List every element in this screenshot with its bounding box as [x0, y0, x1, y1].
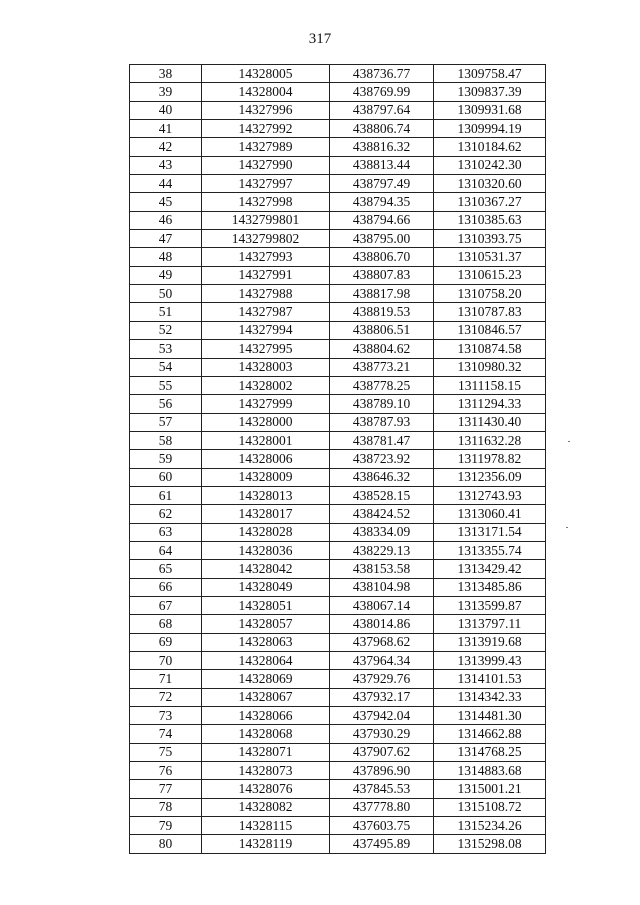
cell-point-id: 14328028: [202, 523, 330, 541]
table-row: [130, 340, 546, 358]
cell-x-coordinate: 437845.53: [330, 780, 434, 798]
cell-point-id: 14327990: [202, 156, 330, 174]
cell-y-coordinate: 1313485.86: [434, 578, 546, 596]
cell-y-coordinate: 1314342.33: [434, 688, 546, 706]
cell-point-id: 14327988: [202, 285, 330, 303]
cell-point-id: 14328071: [202, 743, 330, 761]
cell-y-coordinate: 1310393.75: [434, 230, 546, 248]
cell-x-coordinate: 438646.32: [330, 468, 434, 486]
cell-x-coordinate: 438104.98: [330, 578, 434, 596]
cell-point-id: 14327998: [202, 193, 330, 211]
cell-index: 70: [130, 652, 202, 670]
cell-point-id: 14328000: [202, 413, 330, 431]
cell-x-coordinate: 438787.93: [330, 413, 434, 431]
cell-x-coordinate: 438769.99: [330, 83, 434, 101]
cell-x-coordinate: 437929.76: [330, 670, 434, 688]
cell-index: 44: [130, 175, 202, 193]
table-row: [130, 725, 546, 743]
table-row: [130, 486, 546, 504]
cell-y-coordinate: 1313060.41: [434, 505, 546, 523]
cell-index: 51: [130, 303, 202, 321]
table-row: [130, 395, 546, 413]
cell-x-coordinate: 438781.47: [330, 431, 434, 449]
cell-y-coordinate: 1314662.88: [434, 725, 546, 743]
cell-y-coordinate: 1314768.25: [434, 743, 546, 761]
cell-point-id: 14328073: [202, 762, 330, 780]
cell-point-id: 14328115: [202, 817, 330, 835]
table-row: [130, 743, 546, 761]
cell-point-id: 14328063: [202, 633, 330, 651]
cell-index: 52: [130, 321, 202, 339]
cell-y-coordinate: 1311632.28: [434, 431, 546, 449]
table-row: [130, 248, 546, 266]
cell-point-id: 14327997: [202, 175, 330, 193]
table-row: [130, 156, 546, 174]
cell-point-id: 14328069: [202, 670, 330, 688]
cell-point-id: 14328006: [202, 450, 330, 468]
cell-point-id: 14327993: [202, 248, 330, 266]
cell-point-id: 1432799801: [202, 211, 330, 229]
cell-x-coordinate: 438773.21: [330, 358, 434, 376]
cell-x-coordinate: 438797.64: [330, 101, 434, 119]
cell-y-coordinate: 1310367.27: [434, 193, 546, 211]
cell-y-coordinate: 1315108.72: [434, 798, 546, 816]
cell-y-coordinate: 1313999.43: [434, 652, 546, 670]
cell-x-coordinate: 437968.62: [330, 633, 434, 651]
cell-y-coordinate: 1310385.63: [434, 211, 546, 229]
table-row: [130, 321, 546, 339]
cell-y-coordinate: 1313599.87: [434, 596, 546, 614]
cell-index: 54: [130, 358, 202, 376]
table-row: [130, 431, 546, 449]
cell-index: 47: [130, 230, 202, 248]
cell-index: 71: [130, 670, 202, 688]
cell-point-id: 14328004: [202, 83, 330, 101]
cell-point-id: 14328017: [202, 505, 330, 523]
table-row: [130, 560, 546, 578]
cell-index: 58: [130, 431, 202, 449]
table-row: [130, 688, 546, 706]
cell-y-coordinate: 1315001.21: [434, 780, 546, 798]
cell-x-coordinate: 438778.25: [330, 376, 434, 394]
cell-x-coordinate: 438806.74: [330, 120, 434, 138]
cell-index: 50: [130, 285, 202, 303]
cell-point-id: 14328051: [202, 596, 330, 614]
cell-index: 63: [130, 523, 202, 541]
cell-point-id: 14328066: [202, 707, 330, 725]
cell-index: 59: [130, 450, 202, 468]
cell-point-id: 14328003: [202, 358, 330, 376]
table-row: [130, 120, 546, 138]
table-row: [130, 780, 546, 798]
table-row: [130, 266, 546, 284]
cell-x-coordinate: 438794.35: [330, 193, 434, 211]
table-row: [130, 65, 546, 83]
cell-index: 40: [130, 101, 202, 119]
cell-x-coordinate: 438789.10: [330, 395, 434, 413]
cell-x-coordinate: 437896.90: [330, 762, 434, 780]
cell-x-coordinate: 437603.75: [330, 817, 434, 835]
cell-y-coordinate: 1311430.40: [434, 413, 546, 431]
table-row: [130, 413, 546, 431]
cell-x-coordinate: 437932.17: [330, 688, 434, 706]
scan-speck: [568, 441, 570, 442]
cell-y-coordinate: 1310980.32: [434, 358, 546, 376]
cell-x-coordinate: 438817.98: [330, 285, 434, 303]
cell-y-coordinate: 1309931.68: [434, 101, 546, 119]
table-row: [130, 303, 546, 321]
page-number: 317: [308, 31, 332, 47]
table-row: [130, 285, 546, 303]
table-row: [130, 83, 546, 101]
cell-point-id: 14327987: [202, 303, 330, 321]
cell-y-coordinate: 1310787.83: [434, 303, 546, 321]
table-row: [130, 523, 546, 541]
cell-x-coordinate: 438528.15: [330, 486, 434, 504]
cell-y-coordinate: 1309994.19: [434, 120, 546, 138]
cell-point-id: 14327992: [202, 120, 330, 138]
table-row: [130, 211, 546, 229]
cell-y-coordinate: 1313429.42: [434, 560, 546, 578]
cell-point-id: 14328068: [202, 725, 330, 743]
cell-index: 79: [130, 817, 202, 835]
scan-speck: [566, 527, 568, 528]
cell-y-coordinate: 1310184.62: [434, 138, 546, 156]
cell-y-coordinate: 1310242.30: [434, 156, 546, 174]
cell-y-coordinate: 1315298.08: [434, 835, 546, 853]
cell-point-id: 14327999: [202, 395, 330, 413]
cell-y-coordinate: 1314101.53: [434, 670, 546, 688]
cell-index: 56: [130, 395, 202, 413]
cell-index: 45: [130, 193, 202, 211]
cell-x-coordinate: 438153.58: [330, 560, 434, 578]
cell-index: 76: [130, 762, 202, 780]
table-row: [130, 376, 546, 394]
cell-y-coordinate: 1310758.20: [434, 285, 546, 303]
cell-y-coordinate: 1311978.82: [434, 450, 546, 468]
cell-index: 60: [130, 468, 202, 486]
cell-y-coordinate: 1311158.15: [434, 376, 546, 394]
cell-x-coordinate: 438723.92: [330, 450, 434, 468]
coordinate-table-wrapper: [129, 64, 546, 854]
cell-index: 77: [130, 780, 202, 798]
table-row: [130, 596, 546, 614]
cell-x-coordinate: 438014.86: [330, 615, 434, 633]
cell-y-coordinate: 1310615.23: [434, 266, 546, 284]
cell-y-coordinate: 1309758.47: [434, 65, 546, 83]
table-row: [130, 358, 546, 376]
cell-index: 49: [130, 266, 202, 284]
table-row: [130, 707, 546, 725]
table-row: [130, 670, 546, 688]
cell-index: 75: [130, 743, 202, 761]
cell-x-coordinate: 438807.83: [330, 266, 434, 284]
cell-index: 69: [130, 633, 202, 651]
cell-point-id: 14328013: [202, 486, 330, 504]
cell-point-id: 14328049: [202, 578, 330, 596]
cell-point-id: 14327989: [202, 138, 330, 156]
cell-y-coordinate: 1310846.57: [434, 321, 546, 339]
cell-y-coordinate: 1313797.11: [434, 615, 546, 633]
table-row: [130, 505, 546, 523]
cell-y-coordinate: 1312743.93: [434, 486, 546, 504]
table-row: [130, 175, 546, 193]
cell-x-coordinate: 438813.44: [330, 156, 434, 174]
cell-y-coordinate: 1310874.58: [434, 340, 546, 358]
cell-y-coordinate: 1313919.68: [434, 633, 546, 651]
cell-index: 66: [130, 578, 202, 596]
cell-x-coordinate: 438806.51: [330, 321, 434, 339]
cell-point-id: 14327991: [202, 266, 330, 284]
cell-index: 38: [130, 65, 202, 83]
cell-point-id: 14328002: [202, 376, 330, 394]
cell-index: 80: [130, 835, 202, 853]
cell-y-coordinate: 1310531.37: [434, 248, 546, 266]
cell-index: 57: [130, 413, 202, 431]
cell-x-coordinate: 437964.34: [330, 652, 434, 670]
cell-index: 74: [130, 725, 202, 743]
cell-index: 41: [130, 120, 202, 138]
cell-index: 73: [130, 707, 202, 725]
cell-point-id: 14328064: [202, 652, 330, 670]
cell-point-id: 14328119: [202, 835, 330, 853]
cell-x-coordinate: 438797.49: [330, 175, 434, 193]
table-row: [130, 468, 546, 486]
cell-point-id: 14327995: [202, 340, 330, 358]
cell-x-coordinate: 437778.80: [330, 798, 434, 816]
cell-point-id: 14328001: [202, 431, 330, 449]
cell-point-id: 14328042: [202, 560, 330, 578]
cell-point-id: 14327996: [202, 101, 330, 119]
cell-index: 64: [130, 541, 202, 559]
cell-index: 42: [130, 138, 202, 156]
table-row: [130, 450, 546, 468]
cell-y-coordinate: 1313171.54: [434, 523, 546, 541]
cell-point-id: 14328009: [202, 468, 330, 486]
cell-x-coordinate: 438795.00: [330, 230, 434, 248]
cell-index: 39: [130, 83, 202, 101]
table-row: [130, 798, 546, 816]
cell-y-coordinate: 1311294.33: [434, 395, 546, 413]
table-row: [130, 633, 546, 651]
table-row: [130, 138, 546, 156]
cell-y-coordinate: 1313355.74: [434, 541, 546, 559]
cell-index: 55: [130, 376, 202, 394]
cell-y-coordinate: 1315234.26: [434, 817, 546, 835]
table-row: [130, 101, 546, 119]
cell-point-id: 14328057: [202, 615, 330, 633]
cell-x-coordinate: 437942.04: [330, 707, 434, 725]
cell-point-id: 14328067: [202, 688, 330, 706]
cell-point-id: 14327994: [202, 321, 330, 339]
table-row: [130, 230, 546, 248]
cell-x-coordinate: 438424.52: [330, 505, 434, 523]
cell-index: 61: [130, 486, 202, 504]
cell-index: 43: [130, 156, 202, 174]
table-row: [130, 193, 546, 211]
cell-point-id: 14328082: [202, 798, 330, 816]
cell-x-coordinate: 438794.66: [330, 211, 434, 229]
cell-x-coordinate: 438804.62: [330, 340, 434, 358]
cell-y-coordinate: 1314883.68: [434, 762, 546, 780]
cell-point-id: 14328036: [202, 541, 330, 559]
table-row: [130, 817, 546, 835]
cell-index: 62: [130, 505, 202, 523]
cell-x-coordinate: 438334.09: [330, 523, 434, 541]
table-body: [130, 65, 546, 854]
cell-x-coordinate: 438819.53: [330, 303, 434, 321]
cell-x-coordinate: 437495.89: [330, 835, 434, 853]
cell-x-coordinate: 438229.13: [330, 541, 434, 559]
cell-point-id: 1432799802: [202, 230, 330, 248]
cell-y-coordinate: 1312356.09: [434, 468, 546, 486]
cell-index: 48: [130, 248, 202, 266]
cell-y-coordinate: 1314481.30: [434, 707, 546, 725]
cell-y-coordinate: 1310320.60: [434, 175, 546, 193]
table-row: [130, 652, 546, 670]
cell-index: 53: [130, 340, 202, 358]
table-row: [130, 541, 546, 559]
cell-x-coordinate: 438736.77: [330, 65, 434, 83]
cell-index: 67: [130, 596, 202, 614]
cell-x-coordinate: 437907.62: [330, 743, 434, 761]
coordinate-table: [129, 64, 546, 854]
table-row: [130, 835, 546, 853]
table-row: [130, 615, 546, 633]
cell-index: 65: [130, 560, 202, 578]
cell-index: 72: [130, 688, 202, 706]
cell-x-coordinate: 438816.32: [330, 138, 434, 156]
cell-point-id: 14328005: [202, 65, 330, 83]
cell-x-coordinate: 438067.14: [330, 596, 434, 614]
cell-index: 78: [130, 798, 202, 816]
table-row: [130, 578, 546, 596]
cell-point-id: 14328076: [202, 780, 330, 798]
cell-index: 46: [130, 211, 202, 229]
cell-index: 68: [130, 615, 202, 633]
cell-x-coordinate: 437930.29: [330, 725, 434, 743]
table-row: [130, 762, 546, 780]
cell-y-coordinate: 1309837.39: [434, 83, 546, 101]
cell-x-coordinate: 438806.70: [330, 248, 434, 266]
